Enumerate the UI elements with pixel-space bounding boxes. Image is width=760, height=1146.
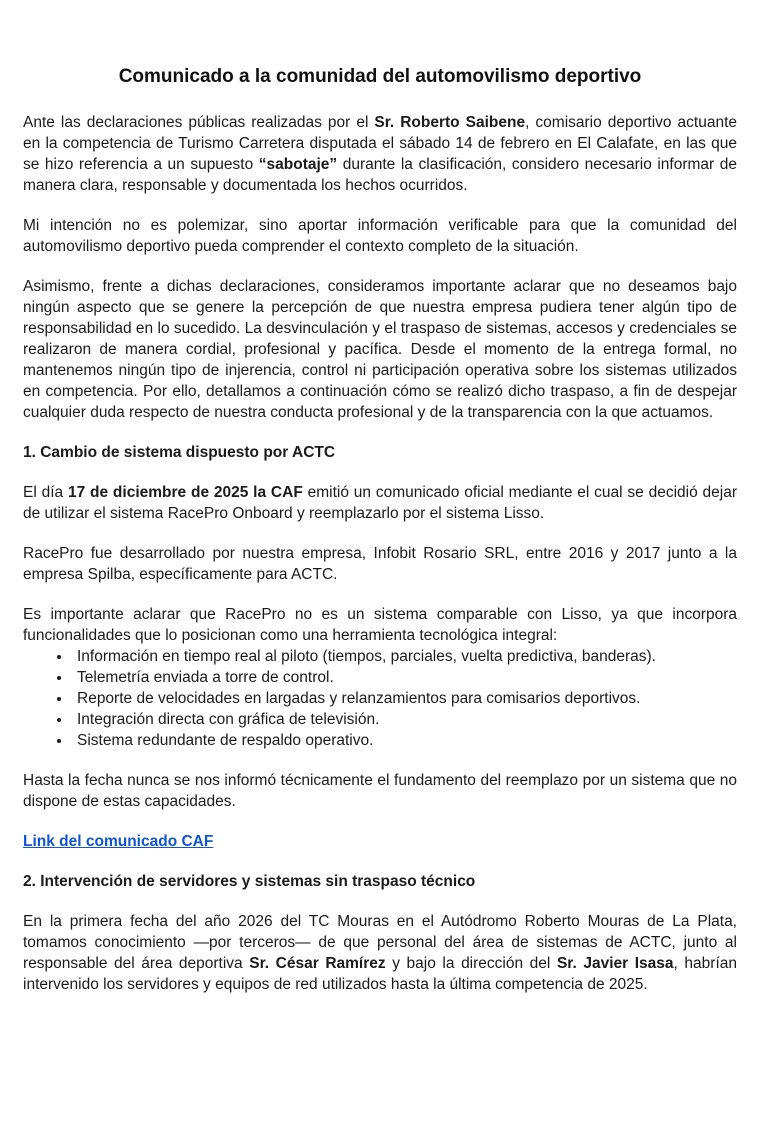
list-item: • Telemetría enviada a torre de control. bbox=[72, 667, 737, 688]
paragraph-server-intervention bbox=[23, 911, 737, 995]
bold-roberto-saibene: Sr. Roberto Saibene bbox=[374, 114, 526, 131]
feature-list bbox=[23, 646, 737, 751]
paragraph-clarification: Asimismo, frente a dichas declaraciones, consideramos importante aclarar que no deseamos bajo ningún aspecto que se genere la percepción de que nuestra empresa pudiera tener algún tipo de responsabilidad en lo sucedido. La desvinculación y el traspaso de sistemas, accesos y credenciales se realizaron de manera cordial, profesional y pacífica. Desde el momento de la entrega formal, no mantenemos ningún tipo de injerencia, control ni participación operativa sobre los sistemas utilizados en competencia. Por ello, detallamos a continuación cómo se realizó dicho traspaso, a fin de despejar cualquier duda respecto de nuestra conducta profesional y de la transparencia con la que actuamos. bbox=[23, 278, 737, 421]
link-line bbox=[23, 831, 737, 852]
text-run: emitió un comunicado oficial mediante el cual se decidió dejar de utilizar el sistema RacePro Onboard y reemplazarlo por el sistema Lisso. bbox=[23, 484, 737, 522]
bold-javier-isasa: Sr. Javier Isasa bbox=[556, 955, 674, 972]
text-run: , comisario deportivo actuante en la competencia de Turismo Carretera disputada el sábado 14 de febrero en El Calafate, en las que se hizo referencia a un supuesto bbox=[23, 114, 737, 173]
list-item: • Información en tiempo real al piloto (tiempos, parciales, vuelta predictiva, banderas). bbox=[72, 646, 737, 667]
paragraph-intention: Mi intención no es polemizar, sino aportar información verificable para que la comunidad del automovilismo deportivo pueda comprender el contexto completo de la situación. bbox=[23, 217, 737, 255]
text-run: y bajo la dirección del bbox=[385, 955, 557, 972]
bold-sabotaje: “sabotaje” bbox=[258, 156, 338, 173]
text-run: , habrían intervenido los servidores y equipos de red utilizados hasta la última competencia de 2025. bbox=[23, 955, 738, 993]
bold-cesar-ramirez: Sr. César Ramírez bbox=[249, 955, 386, 972]
text-run: Ante las declaraciones públicas realizadas por el bbox=[23, 114, 375, 131]
paragraph-no-technical-justification: Hasta la fecha nunca se nos informó técnicamente el fundamento del reemplazo por un sistema que no dispone de estas capacidades. bbox=[23, 772, 737, 810]
page-title: Comunicado a la comunidad del automovilismo deportivo bbox=[118, 66, 642, 87]
caf-announcement-link[interactable]: Link del comunicado CAF bbox=[23, 833, 214, 850]
text-run: En la primera fecha del año 2026 del TC Mouras en el Autódromo Roberto Mouras de La Plata, tomamos conocimiento —por terceros— de que personal del área de sistemas de ACTC, junto al responsable del área deportiva bbox=[23, 913, 737, 972]
paragraph-racepro-origin: RacePro fue desarrollado por nuestra empresa, Infobit Rosario SRL, entre 2016 y 2017 junto a la empresa Spilba, específicamente para ACTC. bbox=[23, 545, 737, 583]
text-run: durante la clasificación, considero necesario informar de manera clara, responsable y documentada los hechos ocurridos. bbox=[23, 156, 737, 194]
text-run: El día bbox=[23, 484, 68, 501]
bold-date-caf: 17 de diciembre de 2025 la CAF bbox=[67, 484, 303, 501]
section-1-heading: 1. Cambio de sistema dispuesto por ACTC bbox=[23, 444, 336, 461]
list-item: • Reporte de velocidades en largadas y relanzamientos para comisarios deportivos. bbox=[72, 688, 737, 709]
paragraph-caf-announcement bbox=[23, 482, 737, 524]
paragraph-racepro-features-intro: Es importante aclarar que RacePro no es un sistema comparable con Lisso, ya que incorpora funcionalidades que lo posicionan como una herramienta tecnológica integral: bbox=[23, 606, 737, 644]
section-2-heading: 2. Intervención de servidores y sistemas sin traspaso técnico bbox=[23, 873, 476, 890]
list-item: • Integración directa con gráfica de televisión. bbox=[72, 709, 737, 730]
list-item: • Sistema redundante de respaldo operativo. bbox=[72, 730, 737, 751]
paragraph-intro bbox=[23, 112, 737, 196]
